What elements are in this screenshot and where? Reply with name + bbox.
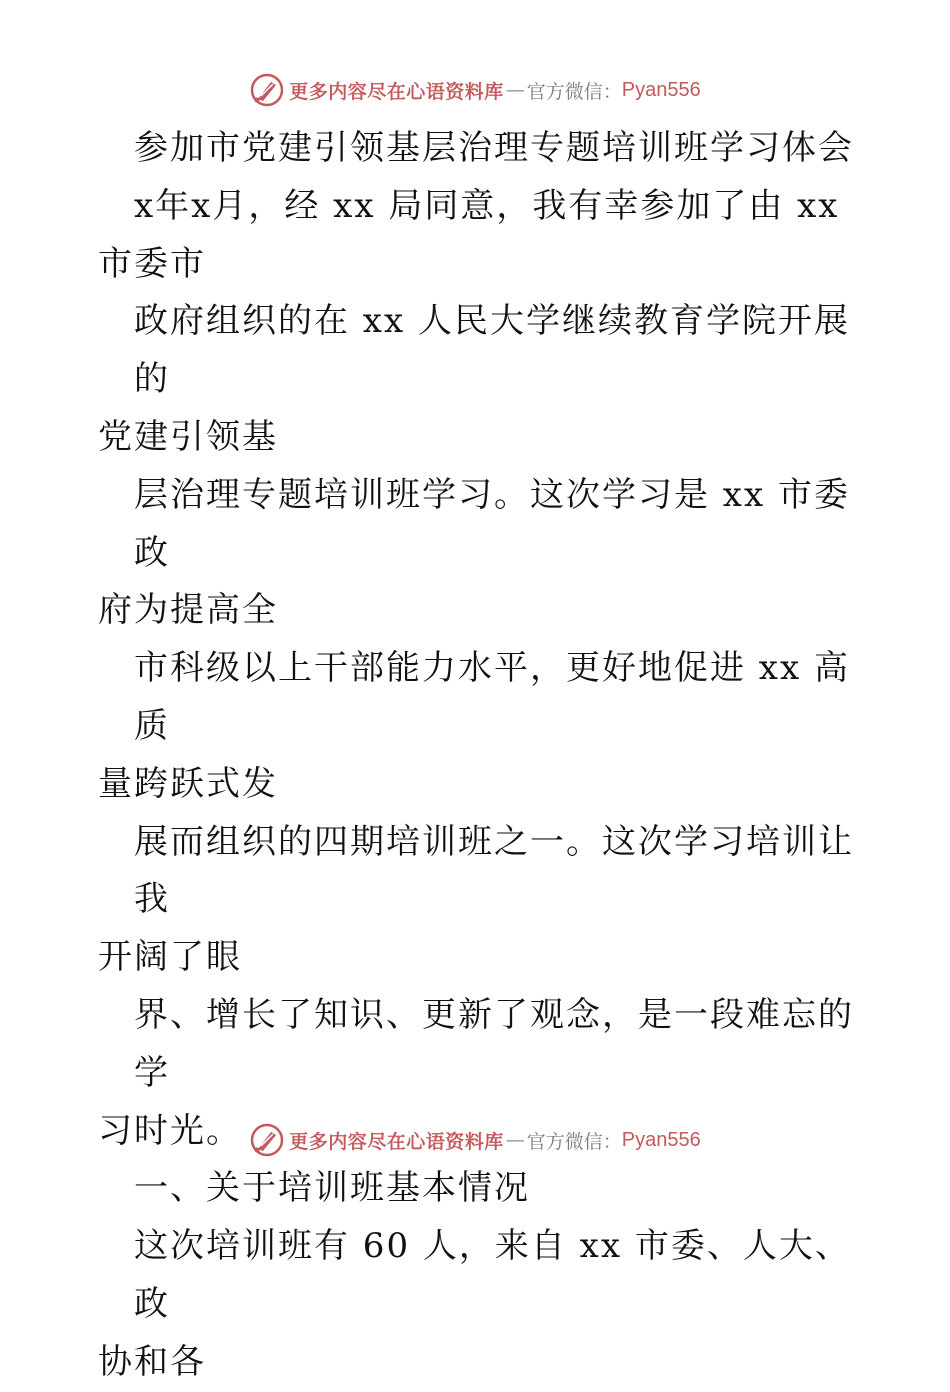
document-body bbox=[98, 120, 858, 1392]
body-line: 市委市 bbox=[98, 243, 206, 284]
banner-text: 更多内容尽在心语资料库 bbox=[289, 1130, 504, 1153]
banner-wechat-label: 官方微信： bbox=[526, 1130, 622, 1153]
pen-nib-logo-icon bbox=[249, 1122, 285, 1158]
body-line: 展而组织的四期培训班之一。这次学习培训让我 bbox=[134, 821, 854, 920]
banner-wechat-id: Pyan556 bbox=[621, 1128, 701, 1151]
body-line: 开阔了眼 bbox=[98, 937, 242, 978]
body-line: 府为提高全 bbox=[98, 590, 278, 631]
banner-separator: — bbox=[505, 79, 525, 101]
footer-banner bbox=[0, 1120, 950, 1160]
body-line: 协和各 bbox=[98, 1341, 206, 1382]
section-heading: 一、关于培训班基本情况 bbox=[134, 1168, 530, 1209]
banner-text: 更多内容尽在心语资料库 bbox=[289, 80, 504, 103]
body-line: 量跨跃式发 bbox=[98, 763, 278, 804]
body-line: 这次培训班有 60 人，来自 xx 市委、人大、政 bbox=[134, 1226, 851, 1324]
body-line: 习时光。 bbox=[98, 1110, 242, 1151]
pen-nib-logo-icon bbox=[249, 72, 285, 108]
body-line: 界、增长了知识、更新了观念，是一段难忘的学 bbox=[134, 994, 854, 1093]
body-line: 政府组织的在 xx 人民大学继续教育学院开展的 bbox=[134, 301, 850, 400]
banner-wechat-id: Pyan556 bbox=[621, 78, 701, 101]
banner-separator: — bbox=[505, 1129, 525, 1151]
body-line: x年x月，经 xx 局同意，我有幸参加了由 xx bbox=[134, 185, 840, 226]
header-banner bbox=[0, 70, 950, 110]
document-title: 参加市党建引领基层治理专题培训班学习体会 bbox=[134, 128, 854, 168]
body-line: 层治理专题培训班学习。这次学习是 xx 市委政 bbox=[134, 474, 850, 573]
banner-wechat-label: 官方微信： bbox=[526, 80, 622, 103]
body-line: 市科级以上干部能力水平，更好地促进 xx 高质 bbox=[134, 648, 850, 746]
body-line: 党建引领基 bbox=[98, 416, 278, 457]
